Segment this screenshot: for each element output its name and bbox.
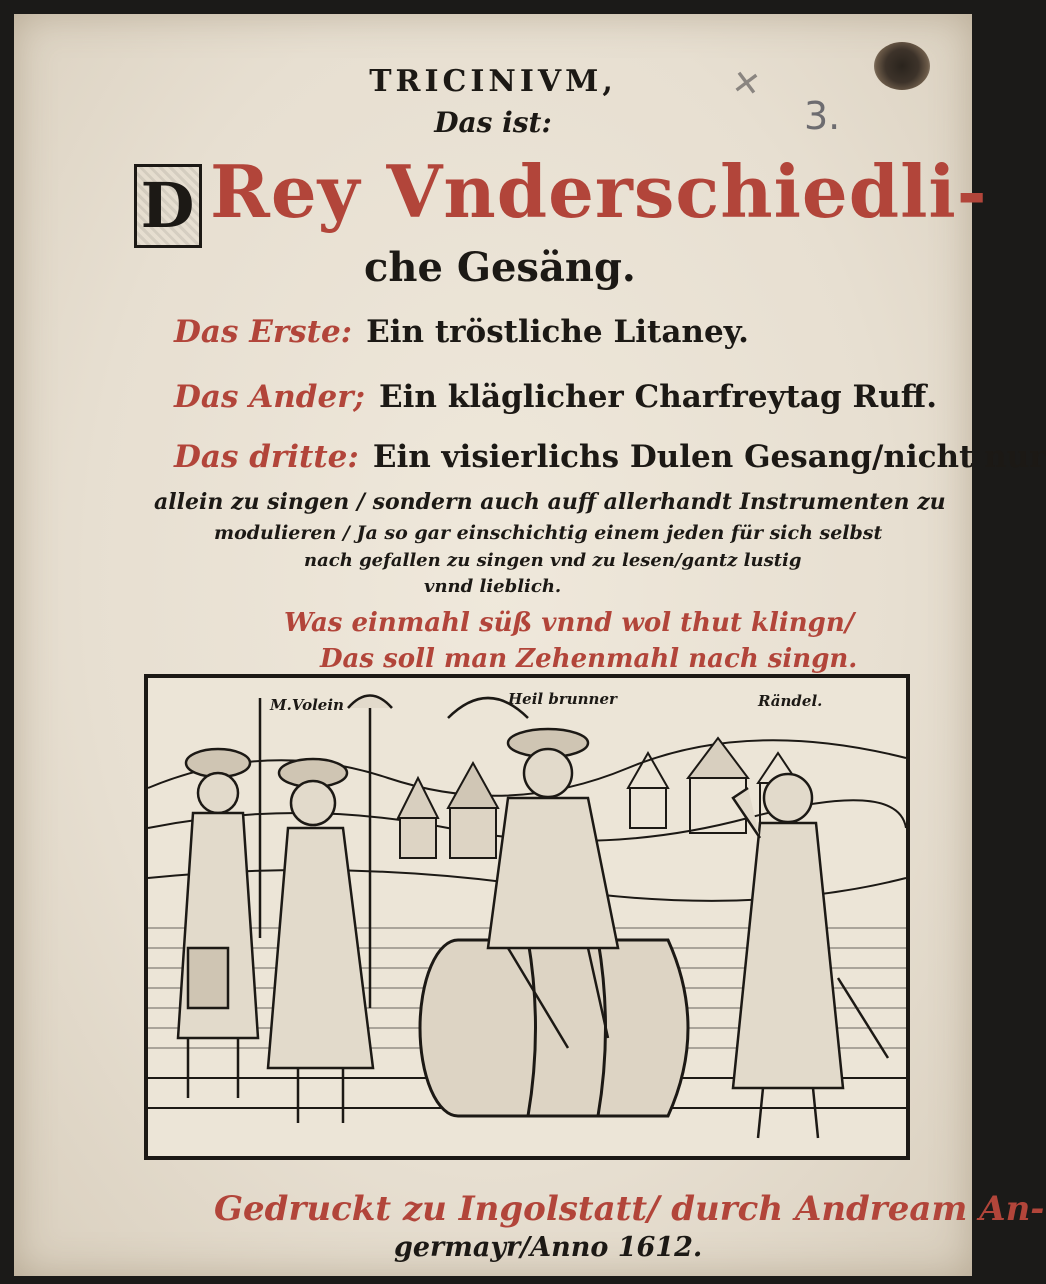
part-text: Ein kläglicher Charfreytag Ruff. [378,379,937,415]
part-third [174,439,1046,475]
woodcut-drawing [148,678,906,1156]
imprint-line-1: Gedruckt zu Ingolstatt/ durch Andream An- [214,1189,1045,1229]
part-text: Ein visierlichs Dulen Gesang/nicht nur [372,439,1046,475]
imprint-line-2: germayr/Anno 1612. [394,1232,703,1263]
part-label: Das Erste: [174,314,353,350]
decorated-initial: D [134,164,202,248]
das-ist-line: Das ist: [434,106,552,139]
woodcut-label: Heil brunner [508,690,617,708]
latin-title: TRICINIVM, [369,64,617,99]
title-page [14,14,1046,1276]
motto-line: Was einmahl süß vnnd wol thut klingn/ [284,608,855,638]
woodcut-illustration [144,674,910,1160]
motto-line: Das soll man Zehenmahl nach singn. [320,644,858,674]
part-second [174,379,937,415]
description-line: modulieren / Ja so gar einschichtig einem jeden für sich selbst [214,522,883,544]
description-line: allein zu singen / sondern auch auff allerhandt Instrumenten zu [154,489,946,515]
part-label: Das dritte: [174,439,359,475]
description-line: nach gefallen zu singen vnd zu lesen/gantz lustig [304,550,802,571]
main-title-text-1: Rey Vnderschiedli- [210,149,988,234]
part-text: Ein tröstliche Litaney. [366,314,749,350]
main-title-line-1 [134,149,988,248]
main-title-line-2: che Gesäng. [364,244,636,291]
pencil-cross-mark: ✕ [729,62,764,106]
description-line: vnnd lieblich. [424,576,562,597]
woodcut-label: M.Volein [270,696,344,714]
part-first [174,314,749,350]
woodcut-label: Rändel. [758,692,823,710]
pencil-number-mark: 3. [804,94,841,138]
part-label: Das Ander; [174,379,365,415]
